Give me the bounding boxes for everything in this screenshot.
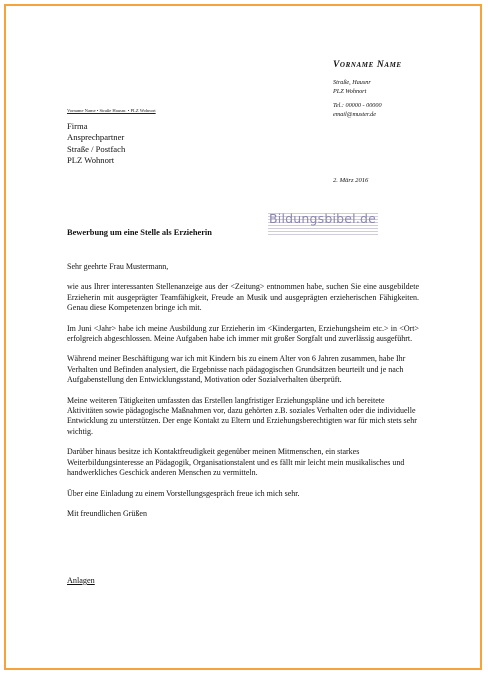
letter-body	[67, 262, 419, 519]
body-paragraph-6: Über eine Einladung zu einem Vorstellungsgespräch freue ich mich sehr.	[67, 488, 300, 498]
attachments-label: Anlagen	[67, 576, 95, 585]
body-paragraph-3: Während meiner Beschäftigung war ich mit Kindern bis zu einem Alter von 6 Jahren zusammen, habe Ihr Verhalten und Befinden analysiert, die Ergebnisse nach pädagogischen Grundsätzen beurteilt und je nach Aufgabenstellung den Entwicklungsstand, Motivation oder Sozialverhalten überprüft.	[67, 354, 406, 385]
salutation: Sehr geehrte Frau Mustermann,	[67, 262, 169, 271]
recipient-city: PLZ Wohnort	[67, 154, 115, 165]
recipient-street: Straße / Postfach	[67, 143, 126, 154]
recipient-block	[67, 121, 125, 166]
body-paragraph-5: Darüber hinaus besitze ich Kontaktfreudigkeit gegenüber meinen Mitmenschen, ein starkes Weiterbildungsinteresse an Pädagogik, Organisationstalent und es fällt mir leicht mein musikalisches und handwerkliches Geschick anderen Menschen zu vermitteln.	[67, 447, 405, 478]
sender-phone: Tel.: 00000 - 00000	[333, 102, 382, 109]
body-paragraph-2: Im Juni <Jahr> habe ich meine Ausbildung zur Erzieherin im <Kindergarten, Erziehungsheim etc.> in <Ort> erfolgreich abgeschlossen. Meine Aufgaben habe ich immer mit großer Sorgfalt und zuverlässig ausgeführt.	[67, 323, 419, 344]
sender-block	[333, 60, 473, 119]
body-paragraph-1: wie aus Ihrer interessanten Stellenanzeige aus der <Zeitung> entnommen habe, suchen Sie eine ausgebildete Erzieherin mit ausgeprägter Teamfähigkeit, Freude an Musik und ausgeprägten erzieherischen Fähigkeiten. Genau diese Kompetenzen bringe ich mit.	[67, 282, 419, 313]
body-paragraph-4: Meine weiteren Tätigkeiten umfassten das Erstellen langfristiger Erziehungspläne und ich bereitete Aktivitäten sowie pädagogische Maßnahmen vor, dazu gehörten z.B. soziales Verhalten oder die individuelle Entwicklung zu unterstützen. Der enge Kontakt zu Eltern und Erziehungsberechtigten war für mich stets sehr wichtig.	[67, 395, 417, 436]
return-address-line: Vorname Name • Straße Hausnr. • PLZ Wohnort	[67, 108, 156, 113]
letter-subject: Bewerbung um eine Stelle als Erzieherin	[67, 228, 212, 237]
sender-street: Straße, Hausnr	[333, 79, 371, 86]
sender-city: PLZ Wohnort	[333, 87, 367, 95]
watermark-text: Bildungsbibel.de	[269, 211, 377, 226]
recipient-company: Firma	[67, 121, 88, 131]
watermark-logo	[266, 211, 380, 237]
sender-name: Vorname Name	[333, 60, 402, 70]
recipient-contact: Ansprechpartner	[67, 132, 125, 143]
letter-date: 2. März 2016	[333, 177, 369, 184]
sender-email: email@muster.de	[333, 110, 376, 118]
closing-line: Mit freundlichen Grüßen	[67, 508, 147, 518]
